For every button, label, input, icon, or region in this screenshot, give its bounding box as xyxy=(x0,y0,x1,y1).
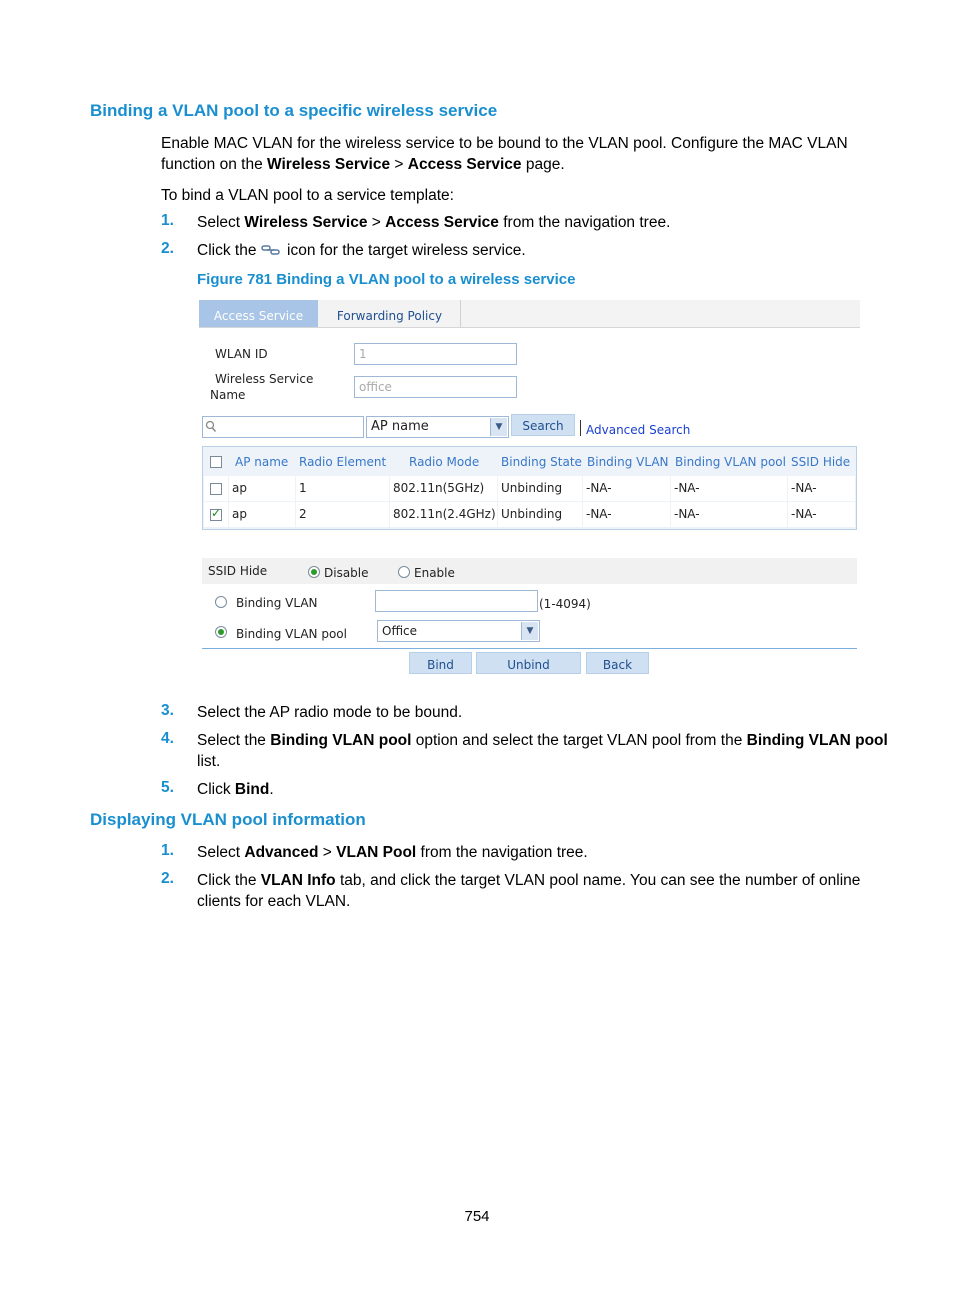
search-icon xyxy=(205,420,217,436)
figure-caption: Figure 781 Binding a VLAN pool to a wireless service xyxy=(197,271,576,288)
wlan-id-field: 1 xyxy=(354,343,517,365)
bind-link-icon xyxy=(261,241,283,255)
step-text: Click Bind. xyxy=(197,781,274,798)
row-checkbox[interactable] xyxy=(210,483,222,495)
page-number: 754 xyxy=(464,1208,490,1225)
row-checkbox[interactable] xyxy=(210,509,222,521)
ssid-disable-label: Disable xyxy=(324,566,369,580)
step-number: 2. xyxy=(161,240,174,257)
table-cell: ap xyxy=(229,502,295,527)
column-header[interactable]: Binding State xyxy=(501,455,582,469)
ap-table xyxy=(202,446,857,530)
step-text: Select Advanced > VLAN Pool from the navigation tree. xyxy=(197,844,588,861)
step-number: 3. xyxy=(161,702,174,719)
step-number: 1. xyxy=(161,212,174,229)
step-number: 4. xyxy=(161,730,174,747)
step-text-continued: clients for each VLAN. xyxy=(197,893,351,910)
column-header[interactable]: Binding VLAN pool xyxy=(675,455,786,469)
access-service-panel xyxy=(199,300,860,680)
divider xyxy=(580,420,581,436)
back-button[interactable]: Back xyxy=(586,652,649,674)
wlan-id-label: WLAN ID xyxy=(215,347,268,361)
step-number: 1. xyxy=(161,842,174,859)
unbind-button[interactable]: Unbind xyxy=(476,652,581,674)
column-header[interactable]: SSID Hide xyxy=(791,455,851,469)
service-name-field: office xyxy=(354,376,517,398)
binding-vlan-label: Binding VLAN xyxy=(236,596,318,610)
ssid-enable-radio[interactable] xyxy=(398,566,410,578)
step-text: Select the Binding VLAN pool option and select the target VLAN pool from the Binding VLAN pool xyxy=(197,732,888,749)
table-cell: -NA- xyxy=(583,476,670,501)
table-cell: 1 xyxy=(296,476,389,501)
pool-select[interactable]: Office ▼ xyxy=(377,620,540,642)
column-header[interactable]: AP name xyxy=(235,455,289,469)
step-text: Click the icon for the target wireless service. xyxy=(197,242,526,259)
table-cell: -NA- xyxy=(788,502,855,527)
tab-access-service[interactable]: Access Service xyxy=(199,300,318,327)
column-header[interactable]: Radio Mode xyxy=(409,455,480,469)
divider xyxy=(202,648,857,649)
search-button[interactable]: Search xyxy=(511,414,575,436)
column-header[interactable]: Binding VLAN xyxy=(587,455,669,469)
tab-forwarding-policy[interactable]: Forwarding Policy xyxy=(319,300,461,327)
table-cell: 802.11n(5GHz) xyxy=(390,476,497,501)
section-heading-displaying: Displaying VLAN pool information xyxy=(90,810,366,829)
table-cell: 802.11n(2.4GHz) xyxy=(390,502,497,527)
step-text: Select Wireless Service > Access Service from the navigation tree. xyxy=(197,214,671,231)
binding-pool-radio[interactable] xyxy=(215,626,227,638)
ssid-enable-label: Enable xyxy=(414,566,455,580)
service-name-label-2: Name xyxy=(210,388,246,402)
bind-button[interactable]: Bind xyxy=(409,652,472,674)
table-cell: Unbinding xyxy=(498,502,582,527)
table-cell: 2 xyxy=(296,502,389,527)
search-input[interactable] xyxy=(202,416,364,438)
column-header[interactable]: Radio Element xyxy=(299,455,387,469)
step-text: Click the VLAN Info tab, and click the target VLAN pool name. You can see the number of online xyxy=(197,872,861,889)
table-cell: -NA- xyxy=(671,476,787,501)
table-cell: ap xyxy=(229,476,295,501)
table-cell: -NA- xyxy=(788,476,855,501)
paragraph-line: function on the Wireless Service > Access Service page. xyxy=(161,156,565,173)
step-text: Select the AP radio mode to be bound. xyxy=(197,704,463,721)
chevron-down-icon: ▼ xyxy=(490,418,507,436)
select-all-checkbox[interactable] xyxy=(210,456,222,468)
table-cell: -NA- xyxy=(583,502,670,527)
paragraph-line: Enable MAC VLAN for the wireless service to be bound to the VLAN pool. Configure the MAC VLAN xyxy=(161,135,848,152)
advanced-search-link[interactable]: Advanced Search xyxy=(586,423,691,437)
vlan-range-hint: (1-4094) xyxy=(539,597,591,611)
binding-vlan-radio[interactable] xyxy=(215,596,227,608)
filter-select[interactable]: AP name ▼ xyxy=(366,416,509,438)
paragraph: To bind a VLAN pool to a service template: xyxy=(161,187,454,204)
chevron-down-icon: ▼ xyxy=(521,622,538,640)
ssid-disable-radio[interactable] xyxy=(308,566,320,578)
table-cell: -NA- xyxy=(671,502,787,527)
ssid-hide-row xyxy=(202,558,857,584)
table-cell: Unbinding xyxy=(498,476,582,501)
binding-vlan-input[interactable] xyxy=(375,590,538,612)
section-heading-binding: Binding a VLAN pool to a specific wireless service xyxy=(90,101,498,120)
step-number: 2. xyxy=(161,870,174,887)
ssid-hide-label: SSID Hide xyxy=(208,564,268,578)
step-number: 5. xyxy=(161,779,174,796)
binding-pool-label: Binding VLAN pool xyxy=(236,627,347,641)
tab-bar xyxy=(199,300,860,328)
step-text-continued: list. xyxy=(197,753,221,770)
service-name-label: Wireless Service xyxy=(215,372,314,386)
